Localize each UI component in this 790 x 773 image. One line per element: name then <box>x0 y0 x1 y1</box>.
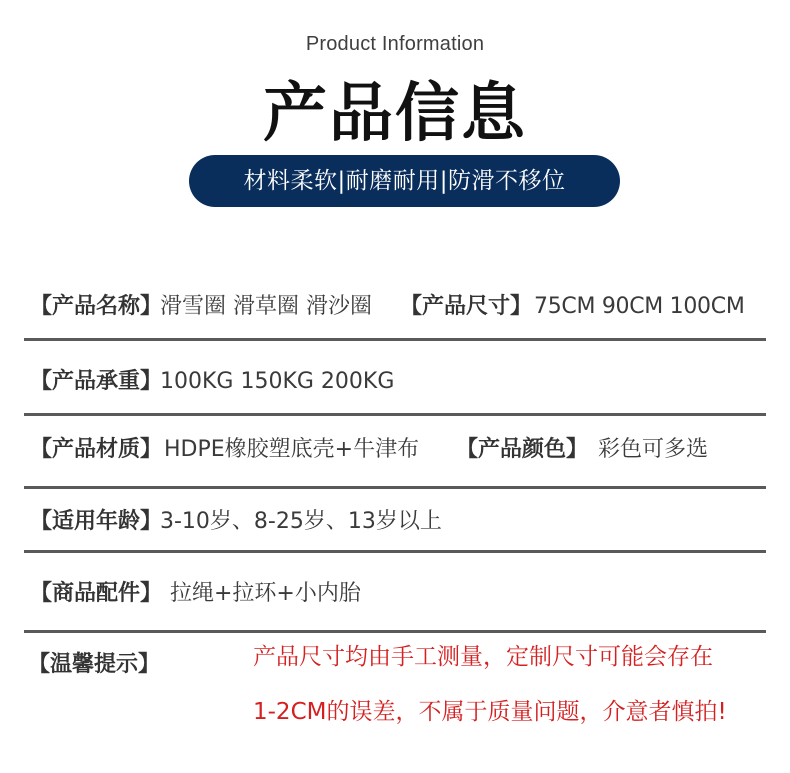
divider <box>24 413 766 416</box>
tagline-banner: 材料柔软|耐磨耐用|防滑不移位 <box>189 155 620 207</box>
page-title: 产品信息 <box>263 77 527 151</box>
row-value: HDPE橡胶塑底壳+牛津布 <box>164 437 420 462</box>
row-label: 【产品名称】 <box>30 294 163 319</box>
divider <box>24 550 766 553</box>
divider <box>24 338 766 341</box>
row-value: 75CM 90CM 100CM <box>534 294 745 319</box>
row-value: 3-10岁、8-25岁、13岁以上 <box>160 509 442 534</box>
row-value: 滑雪圈 滑草圈 滑沙圈 <box>160 294 372 319</box>
row-label: 【产品颜色】 <box>456 437 589 462</box>
divider <box>24 486 766 489</box>
row-value: 100KG 150KG 200KG <box>160 369 395 394</box>
row-value: 拉绳+拉环+小内胎 <box>170 581 361 606</box>
row-label: 【产品承重】 <box>30 369 163 394</box>
product-info-subtitle: Product Information <box>305 33 485 55</box>
row-label: 【产品材质】 <box>30 437 163 462</box>
divider <box>24 630 766 633</box>
notice-line-1: 产品尺寸均由手工测量，定制尺寸可能会存在 <box>253 644 713 670</box>
notice-line-2: 1-2CM的误差，不属于质量问题，介意者慎拍! <box>253 699 727 725</box>
row-label: 【产品尺寸】 <box>400 294 533 319</box>
row-label: 【商品配件】 <box>30 581 163 606</box>
row-label: 【适用年龄】 <box>30 509 163 534</box>
notice-label: 【温馨提示】 <box>28 652 161 677</box>
row-value: 彩色可多选 <box>598 437 709 462</box>
